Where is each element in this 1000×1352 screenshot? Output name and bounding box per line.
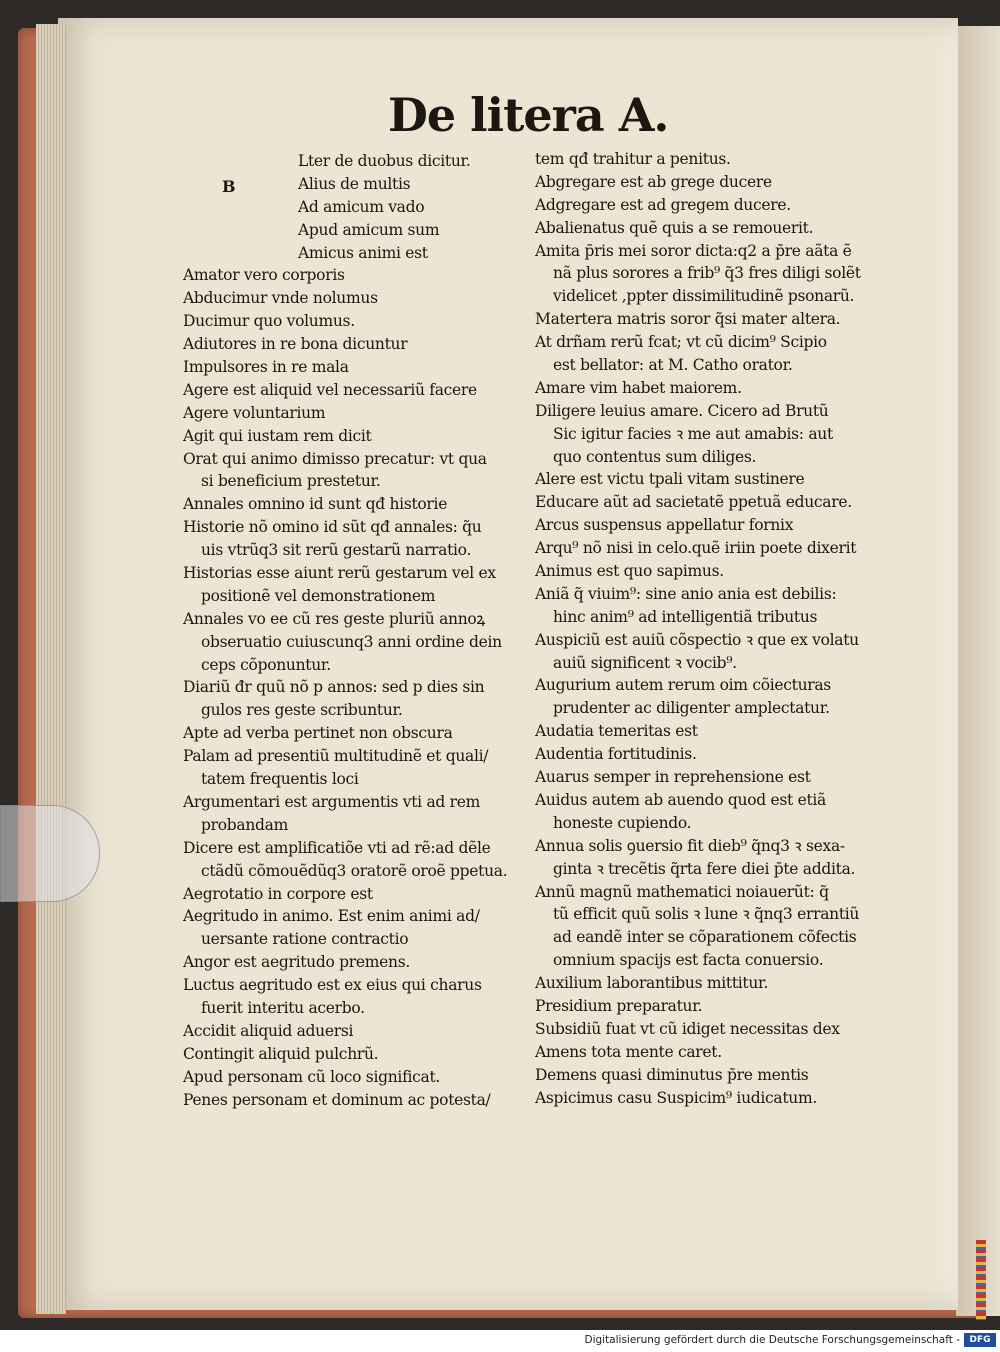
text-line: Adgregare est ad gregem ducere.: [535, 195, 791, 214]
text-line: Amens tota mente caret.: [535, 1042, 722, 1061]
text-line: Agere est aliquid vel necessariũ facere: [183, 380, 477, 399]
text-line: Palam ad presentiũ multitudinẽ et quali/: [183, 747, 489, 766]
text-line: Historias esse aiunt rerũ gestarum vel ex: [183, 564, 496, 583]
text-line: videlicet ,ppter dissimilitudinẽ psonarũ.: [553, 287, 855, 306]
dfg-logo: DFG: [964, 1333, 996, 1347]
text-line: tatem frequentis loci: [201, 770, 359, 789]
text-line: omnium spacijs est facta conuersio.: [553, 951, 824, 970]
text-line: si beneficium prestetur.: [201, 472, 381, 491]
text-line: Presidium preparatur.: [535, 996, 703, 1015]
text-line: positionẽ vel demonstrationem: [201, 586, 436, 605]
text-line: Aspicimus casu Suspicim⁹ iudicatum.: [535, 1088, 818, 1107]
text-line: Agit qui iustam rem dicit: [183, 426, 372, 445]
right-column: [535, 148, 880, 1109]
text-line: prudenter ac diligenter amplectatur.: [553, 699, 830, 718]
text-line: Amicus animi est: [298, 243, 428, 262]
text-line: tũ efficit quũ solis ꝛ lune ꝛ q̃nq3 errantiũ: [553, 905, 860, 924]
text-line: Augurium autem rerum oim cõiecturas: [535, 676, 831, 695]
footer-bar: [0, 1330, 1000, 1352]
text-line: Audentia fortitudinis.: [535, 745, 697, 764]
text-line: tem qđ trahitur a penitus.: [535, 150, 731, 168]
text-line: Animus est quo sapimus.: [535, 562, 724, 581]
text-line: quo contentus sum diliges.: [553, 447, 757, 466]
text-line: gulos res geste scribuntur.: [201, 701, 403, 720]
text-line: Abalienatus quẽ quis a se remouerit.: [535, 218, 814, 237]
text-line: Accidit aliquid aduersi: [183, 1021, 354, 1040]
text-line: Aegritudo in animo. Est enim animi ad/: [183, 907, 480, 926]
text-line: Amator vero corporis: [183, 266, 345, 285]
page-clip: [0, 805, 100, 902]
text-line: ceps cõponuntur.: [201, 655, 331, 674]
text-line: nã plus sorores a frib⁹ q̃3 fres diligi solẽt: [553, 264, 861, 283]
text-line: Sic igitur facies ꝛ me aut amabis: aut: [553, 424, 833, 443]
text-line: At drñam rerũ fcat; vt cũ dicim⁹ Scipio: [535, 333, 827, 352]
text-line: probandam: [201, 815, 288, 834]
text-line: Annales vo ee cũ res geste pluriũ annoꝝ: [183, 609, 486, 628]
text-line: Argumentari est argumentis vti ad rem: [183, 792, 481, 811]
text-line: Dicere est amplificatiõe vti ad rẽ:ad dẽle: [183, 838, 491, 857]
text-line: Auspiciũ est auiũ cõspectio ꝛ que ex volatu: [535, 630, 859, 649]
text-line: Matertera matris soror q̃si mater altera.: [535, 310, 841, 329]
text-line: uersante ratione contractio: [201, 930, 409, 949]
text-line: Aniã q̃ viuim⁹: sine anio ania est debilis:: [535, 584, 837, 603]
text-line: Amita p̄ris mei soror dicta:q2 a p̄re aãta ẽ: [535, 241, 852, 260]
text-line: Educare aũt ad sacietatẽ ppetuã educare.: [535, 493, 852, 512]
left-column: [183, 150, 528, 1111]
text-line: Adiutores in re bona dicuntur: [183, 335, 408, 354]
text-line: Impulsores in re mala: [183, 358, 349, 377]
text-line: Agere voluntarium: [183, 403, 326, 422]
text-line: ctãdũ cõmouẽdũq3 oratorẽ oroẽ ppetua.: [201, 861, 508, 880]
text-line: auiũ significent ꝛ vocib⁹.: [553, 653, 737, 672]
text-line: Luctus aegritudo est ex eius qui charus: [183, 976, 482, 995]
text-line: Demens quasi diminutus p̄re mentis: [535, 1065, 809, 1084]
facing-page-edge: [956, 26, 1000, 1316]
text-line: Alius de multis: [298, 174, 411, 193]
bookmark-ribbon: [976, 1240, 986, 1320]
text-line: Aegrotatio in corpore est: [183, 884, 373, 903]
page-stack-edges: [36, 24, 66, 1314]
text-line: obseruatio cuiuscunq3 anni ordine dein: [201, 632, 502, 651]
text-line: Abgregare est ab grege ducere: [535, 172, 772, 191]
text-line: Diariũ đr quũ nõ p annos: sed p dies sin: [183, 678, 485, 697]
text-line: Subsidiũ fuat vt cũ idiget necessitas dex: [535, 1019, 840, 1038]
funding-credit: Digitalisierung gefördert durch die Deutsche Forschungsgemeinschaft -: [584, 1334, 960, 1346]
text-line: uis vtrũq3 sit rerũ gestarũ narratio.: [201, 541, 472, 560]
text-line: Angor est aegritudo premens.: [183, 953, 410, 972]
text-line: Auarus semper in reprehensione est: [535, 768, 811, 787]
text-line: Amare vim habet maiorem.: [535, 378, 742, 397]
text-line: Annales omnino id sunt qđ historie: [183, 495, 448, 514]
text-line: ginta ꝛ trecẽtis q̃rta fere diei p̄te addita.: [553, 859, 856, 878]
text-line: Alere est victu tpali vitam sustinere: [535, 470, 805, 489]
text-line: hinc anim⁹ ad intelligentiã tributus: [553, 607, 818, 626]
text-line: Annua solis ꝯuersio fit dieb⁹ q̃nq3 ꝛ sexa-: [535, 836, 845, 855]
text-line: honeste cupiendo.: [553, 813, 692, 832]
text-line: Apud personam cũ loco significat.: [183, 1067, 441, 1086]
text-line: Penes personam et dominum ac potesta/: [183, 1090, 491, 1109]
text-line: Arqu⁹ nõ nisi in celo.quẽ iriin poete dixerit: [535, 539, 857, 558]
text-line: Ducimur quo volumus.: [183, 312, 355, 331]
initial-letter: B: [222, 177, 236, 196]
text-line: est bellator: at M. Catho orator.: [553, 356, 793, 375]
text-line: Ad amicum vado: [298, 197, 425, 216]
text-line: Abducimur vnde nolumus: [183, 289, 378, 308]
text-line: Apud amicum sum: [298, 220, 440, 239]
text-line: fuerit interitu acerbo.: [201, 998, 365, 1017]
text-line: Contingit aliquid pulchrũ.: [183, 1044, 379, 1063]
text-line: Orat qui animo dimisso precatur: vt qua: [183, 449, 487, 468]
text-line: ad eandẽ inter se cõparationem cõfectis: [553, 928, 857, 947]
text-line: Apte ad verba pertinet non obscura: [183, 724, 453, 743]
text-line: Lter de duobus dicitur.: [298, 152, 471, 170]
text-line: Arcus suspensus appellatur fornix: [535, 516, 794, 535]
text-line: Historie nõ omino id sũt qđ annales: q̃u: [183, 518, 482, 537]
text-line: Auxilium laborantibus mittitur.: [535, 974, 769, 993]
text-line: Audatia temeritas est: [535, 722, 698, 741]
text-line: Auidus autem ab auendo quod est etiã: [535, 790, 826, 809]
text-line: Annũ magnũ mathematici noiauerũt: q̃: [535, 882, 829, 901]
page-heading: De litera A.: [388, 88, 669, 142]
text-line: Diligere leuius amare. Cicero ad Brutũ: [535, 401, 829, 420]
